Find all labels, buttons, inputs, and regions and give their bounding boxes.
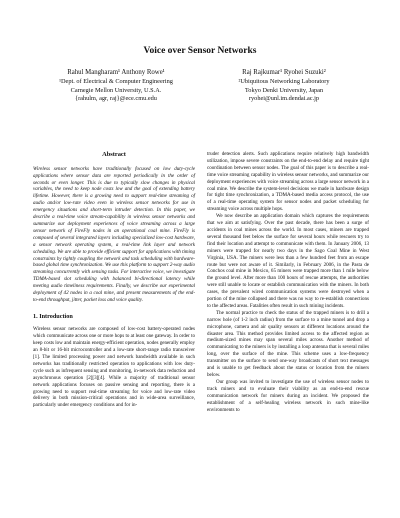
institution-tdu: Tokyo Denki University, Japan <box>244 86 324 94</box>
left-column <box>33 151 195 409</box>
right-column <box>207 151 369 413</box>
affiliation-cmu: ¹Dept. of Electrical & Computer Engineering <box>59 78 173 86</box>
email-cmu: {rahulm, agr, raj}@ece.cmu.edu <box>75 95 157 103</box>
author-group-cmu <box>26 68 206 104</box>
body-paragraph-4: Our group was invited to investigate the use of wireless sensor nodes to track miners and to evaluate their viability as an end-to-end rescue communication network for miners during an incident. We proposed the establishment of a self-healing wireless network in such mine-like environments to <box>207 378 369 413</box>
body-paragraph-3: The normal practice to check the status of the trapped miners is to drill a narrow hole (of 1-2 inch radius) from the surface to a mine tunnel and drop a microphone, camera and air quality sensors at different locations around the disaster area. This method provides limited access to the affected region as medium-sized mines may span several miles across. Another method of communicating to the miners is by installing a loop antenna that is several miles long, over the surface of the mine. This scheme uses a low-frequency transmitter on the surface to send one-way broadcasts of short text messages and is unable to get feedback about the status or location from the miners below. <box>207 309 369 378</box>
body-paragraph-2: We now describe an application domain which captures the requirements that we aim at satisfying. Over the past decade, there has been a surge of accidents in coal mines across the world. In most cases, miners are trapped several thousand feet below the surface for several hours while rescuers try to find their location and attempt to communicate with them. In January 2006, 13 miners were trapped for nearly two days in the Sago Coal Mine in West Virginia, USA. The miners were less than a few hundred feet from an escape route but were not aware of it. Similarly, in February 2006, in the Pasta de Conchos coal mine in Mexico, 65 miners were trapped more than 1 mile below the ground level. After more than 100 hours of rescue attempts, the authorities were still unable to locate or establish communication with the miners. In both cases, the prevalent wired communication systems were destroyed when a portion of the mine collapsed and there was no way to re-establish connections to the affected areas. Fatalities often result in such mining incidents. <box>207 213 369 309</box>
section-heading-introduction: 1. Introduction <box>33 312 73 320</box>
intro-paragraph: Wireless sensor networks are composed of low-cost battery-operated nodes which communicate across one or more hops to at least one gateway. In order to keep costs low and maintain energy-efficient operation, nodes generally employ an 8-bit or 16-bit microcontroller and a low-rate short-range radio transceiver [1]. The limited processing power and network bandwidth available in such networks has traditionally restricted operation to applications with low duty-cycle such as infrequent sensing and monitoring, in-network data reduction and asynchronous operation [2][3][4]. While a majority of traditional sensor network applications focuses on passive sensing and reporting, there is a growing need to support real-time streaming for voice and low-rate video delivery in both mission-critical operations and in wide-area surveillance, particularly under emergency conditions and for in- <box>33 326 195 409</box>
abstract-paragraph: Wireless sensor networks have traditionally focused on low duty-cycle applications where sensor data are reported periodically in the order of seconds or even longer. This is due to typically slow changes in physical variables, the need to keep node costs low and the goal of extending battery lifetime. However, there is a growing need to support real-time streaming of audio and/or low-rate video even in wireless sensor networks for use in emergency situations and short-term intruder detection. In this paper, we describe a real-time voice stream-capability in wireless sensor networks and summarize our deployment experiences of voice streaming across a large sensor network of FireFly nodes in an operational coal mine. FireFly is composed of several integrated layers including specialized low-cost hardware, a sensor network operating system, a real-time link layer and network scheduling. We are able to provide efficient support for applications with timing constraints by tightly coupling the network and task scheduling with hardware-based global time synchronization. We use this platform to support 2-way audio streaming concurrently with sensing tasks. For interactive voice, we investigate TDMA-based slot scheduling with balanced bi-directional latency while meeting audio timeliness requirements. Finally, we describe our experimental deployment of 42 nodes in a coal mine, and present measurements of the end-to-end throughput, jitter, packet loss and voice quality. <box>33 165 195 303</box>
email-tdu: ryohei@unl.im.dendai.ac.jp <box>248 95 320 103</box>
paper-title: Voice over Sensor Networks <box>143 46 257 56</box>
abstract-body <box>33 166 195 304</box>
institution-cmu: Carnegie Mellon University, U.S.A. <box>70 86 162 94</box>
author-group-tdu <box>194 68 374 104</box>
author-names-tdu: Raj Rajkumar¹ Ryohei Suzuki² <box>242 69 326 76</box>
author-names-cmu: Rahul Mangharam¹ Anthony Rowe¹ <box>67 69 165 76</box>
body-paragraph-1: truder detection alerts. Such applications require relatively high bandwidth utilization, impose severe constraints on the end-to-end delay and require tight coordination between sensor nodes. The goal of this paper is to describe a real-time voice streaming capability in wireless sensor networks, and summarize our deployment experiences with voice streaming across a large sensor network in a coal mine. We describe the system-level decisions we made in hardware design for tight time synchronization, a TDMA-based media access protocol, the use of a real-time operating system for sensor nodes and packet scheduling for streaming voice across multiple hops. <box>207 151 369 213</box>
abstract-heading: Abstract <box>102 151 126 158</box>
affiliation-tdu: ²Ubiquitous Networking Laboratory <box>238 78 330 86</box>
